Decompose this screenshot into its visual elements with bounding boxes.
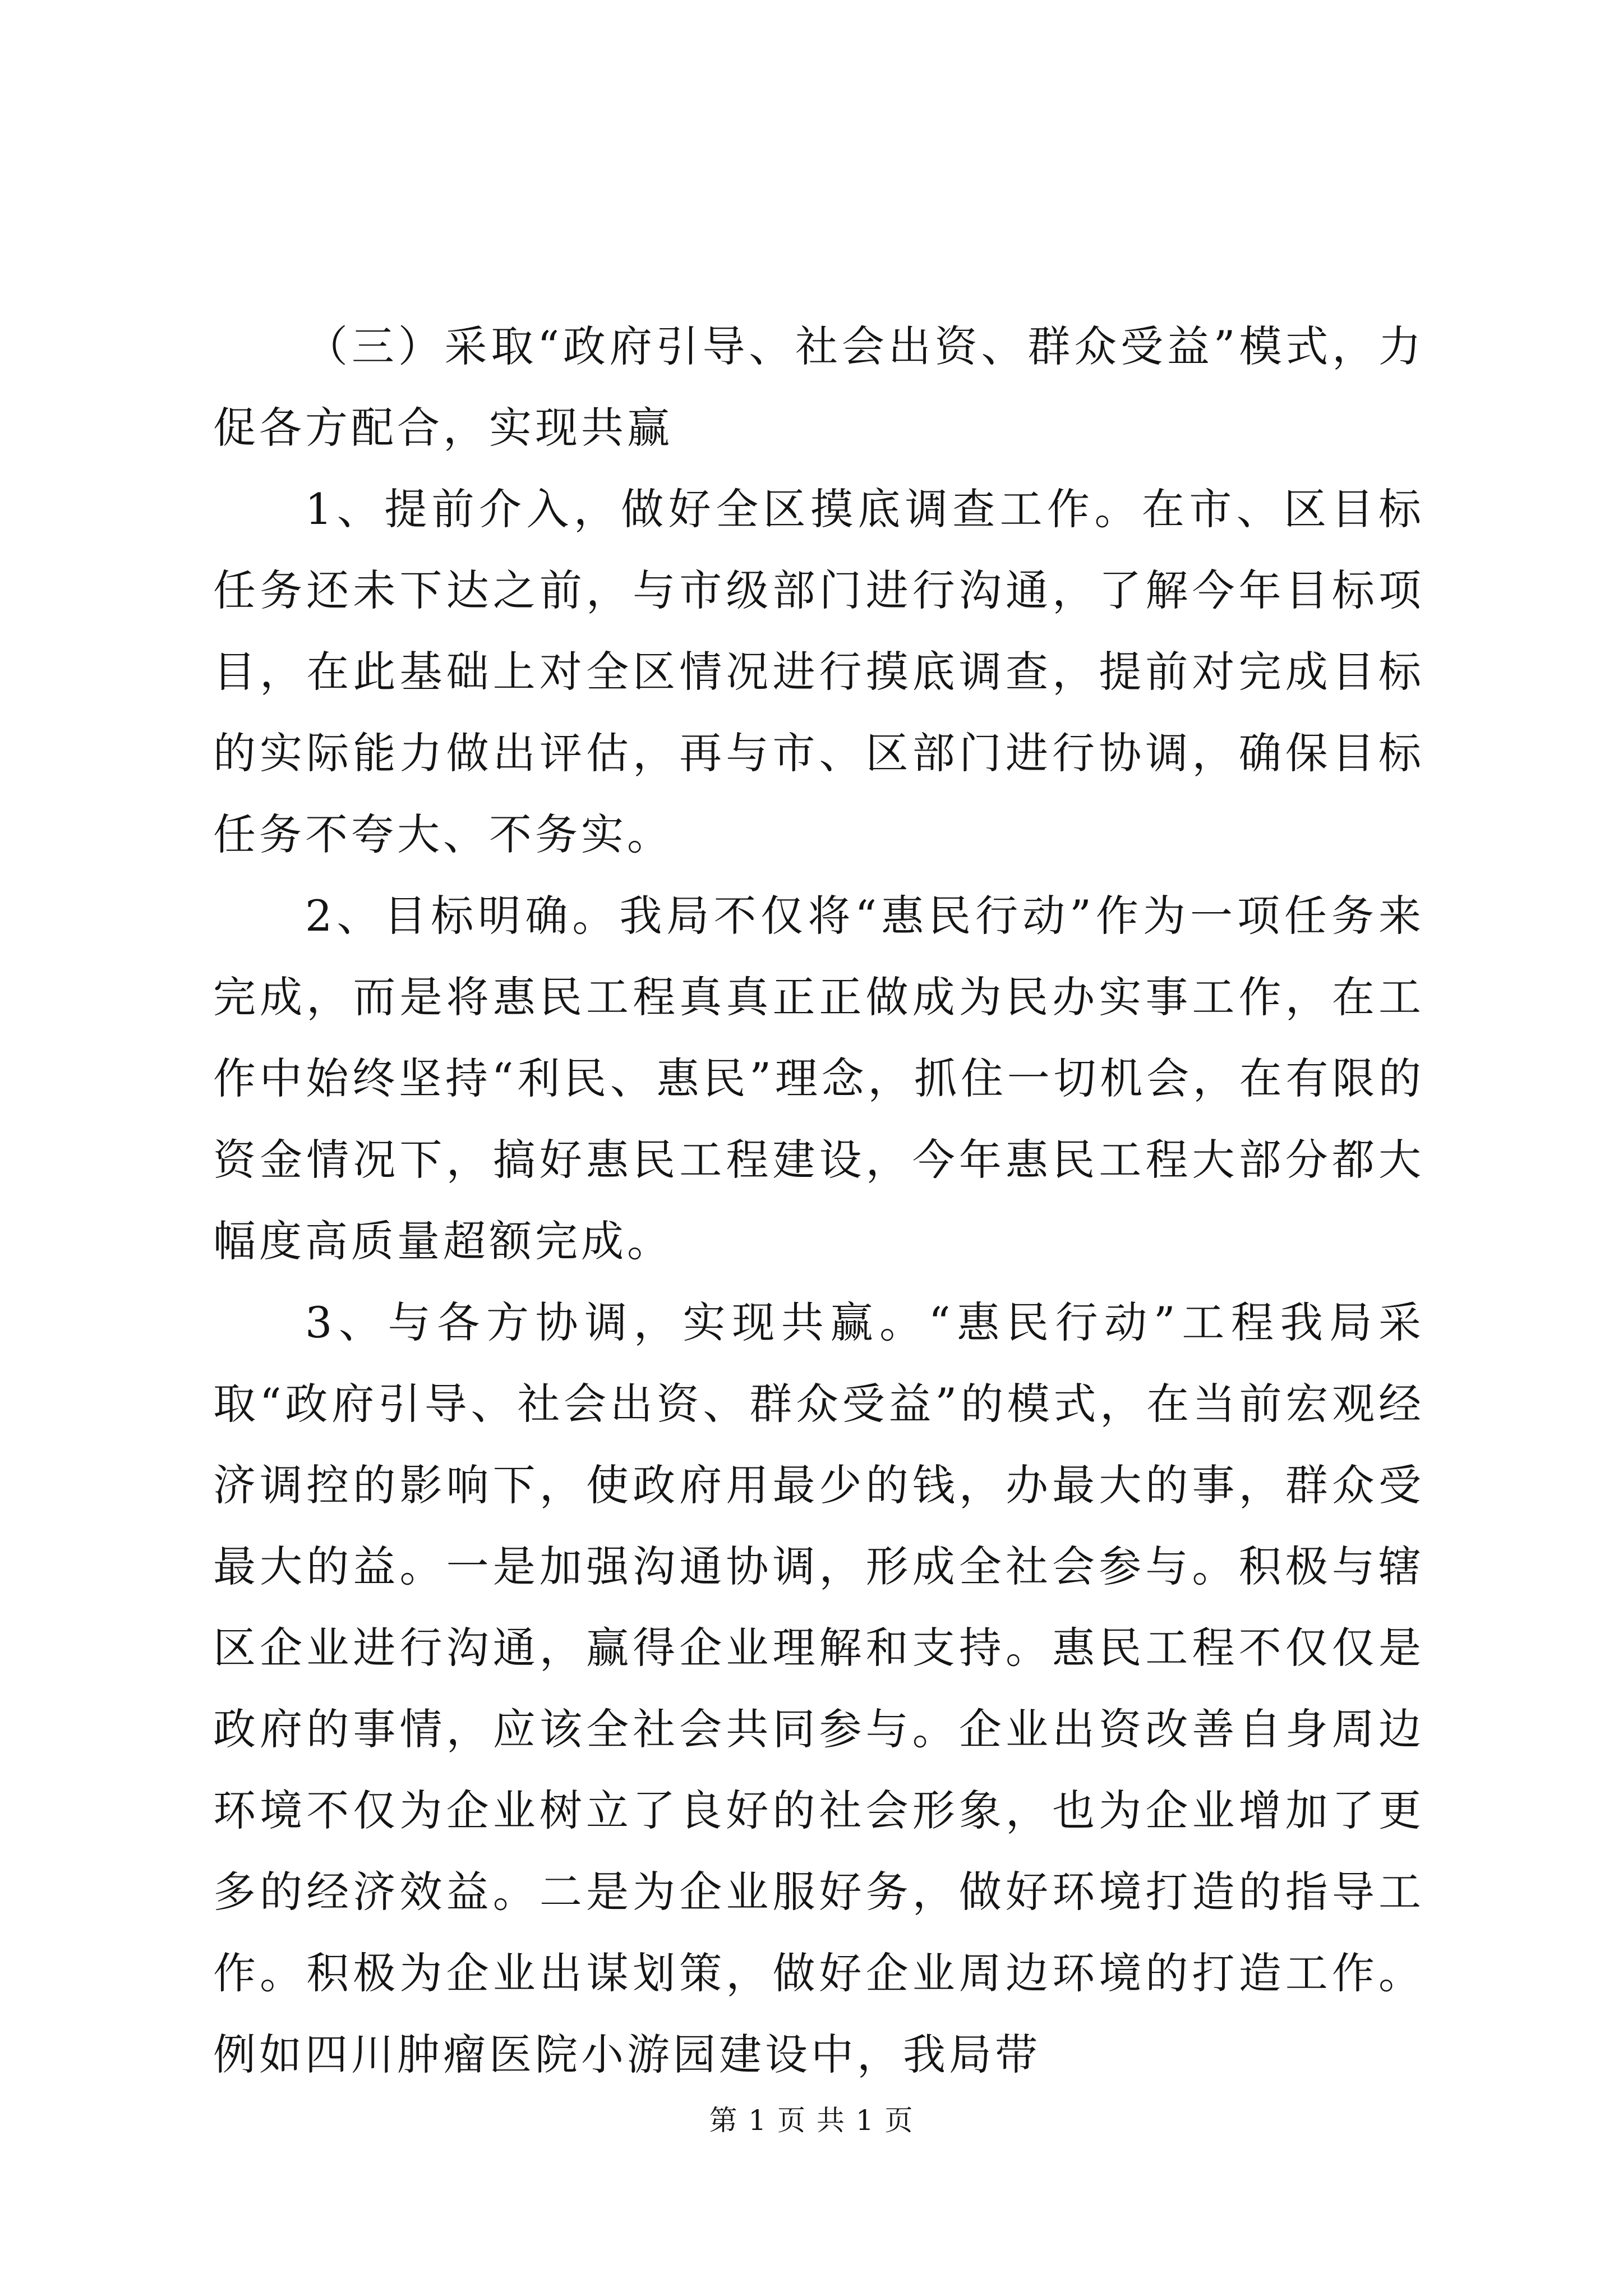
paragraph-3: 3、与各方协调，实现共赢。“惠民行动”工程我局采取“政府引导、社会出资、群众受益”的模式，在当前宏观经济调控的影响下，使政府用最少的钱，办最大的事，群众受最大的益。一是加强沟通协调，形成全社会参与。积极与辖区企业进行沟通，赢得企业理解和支持。惠民工程不仅仅是政府的事情，应该全社会共同参与。企业出资改善自身周边环境不仅为企业树立了良好的社会形象，也为企业增加了更多的经济效益。二是为企业服好务，做好环境打造的指导工作。积极为企业出谋划策，做好企业周边环境的打造工作。例如四川肿瘤医院小游园建设中，我局带 xyxy=(213,1297,1424,2079)
document-body xyxy=(213,306,1424,2095)
section-heading-paragraph: （三）采取“政府引导、社会出资、群众受益”模式，力促各方配合，实现共赢 xyxy=(213,321,1424,453)
page-footer: 第 1 页 共 1 页 xyxy=(709,2104,914,2137)
paragraph-2: 2、目标明确。我局不仅将“惠民行动”作为一项任务来完成，而是将惠民工程真真正正做成为民办实事工作，在工作中始终坚持“利民、惠民”理念，抓住一切机会，在有限的资金情况下，搞好惠民工程建设，今年惠民工程大部分都大幅度高质量超额完成。 xyxy=(213,891,1424,1266)
paragraph-1: 1、提前介入，做好全区摸底调查工作。在市、区目标任务还未下达之前，与市级部门进行沟通，了解今年目标项目，在此基础上对全区情况进行摸底调查，提前对完成目标的实际能力做出评估，再与市、区部门进行协调，确保目标任务不夸大、不务实。 xyxy=(213,484,1424,859)
